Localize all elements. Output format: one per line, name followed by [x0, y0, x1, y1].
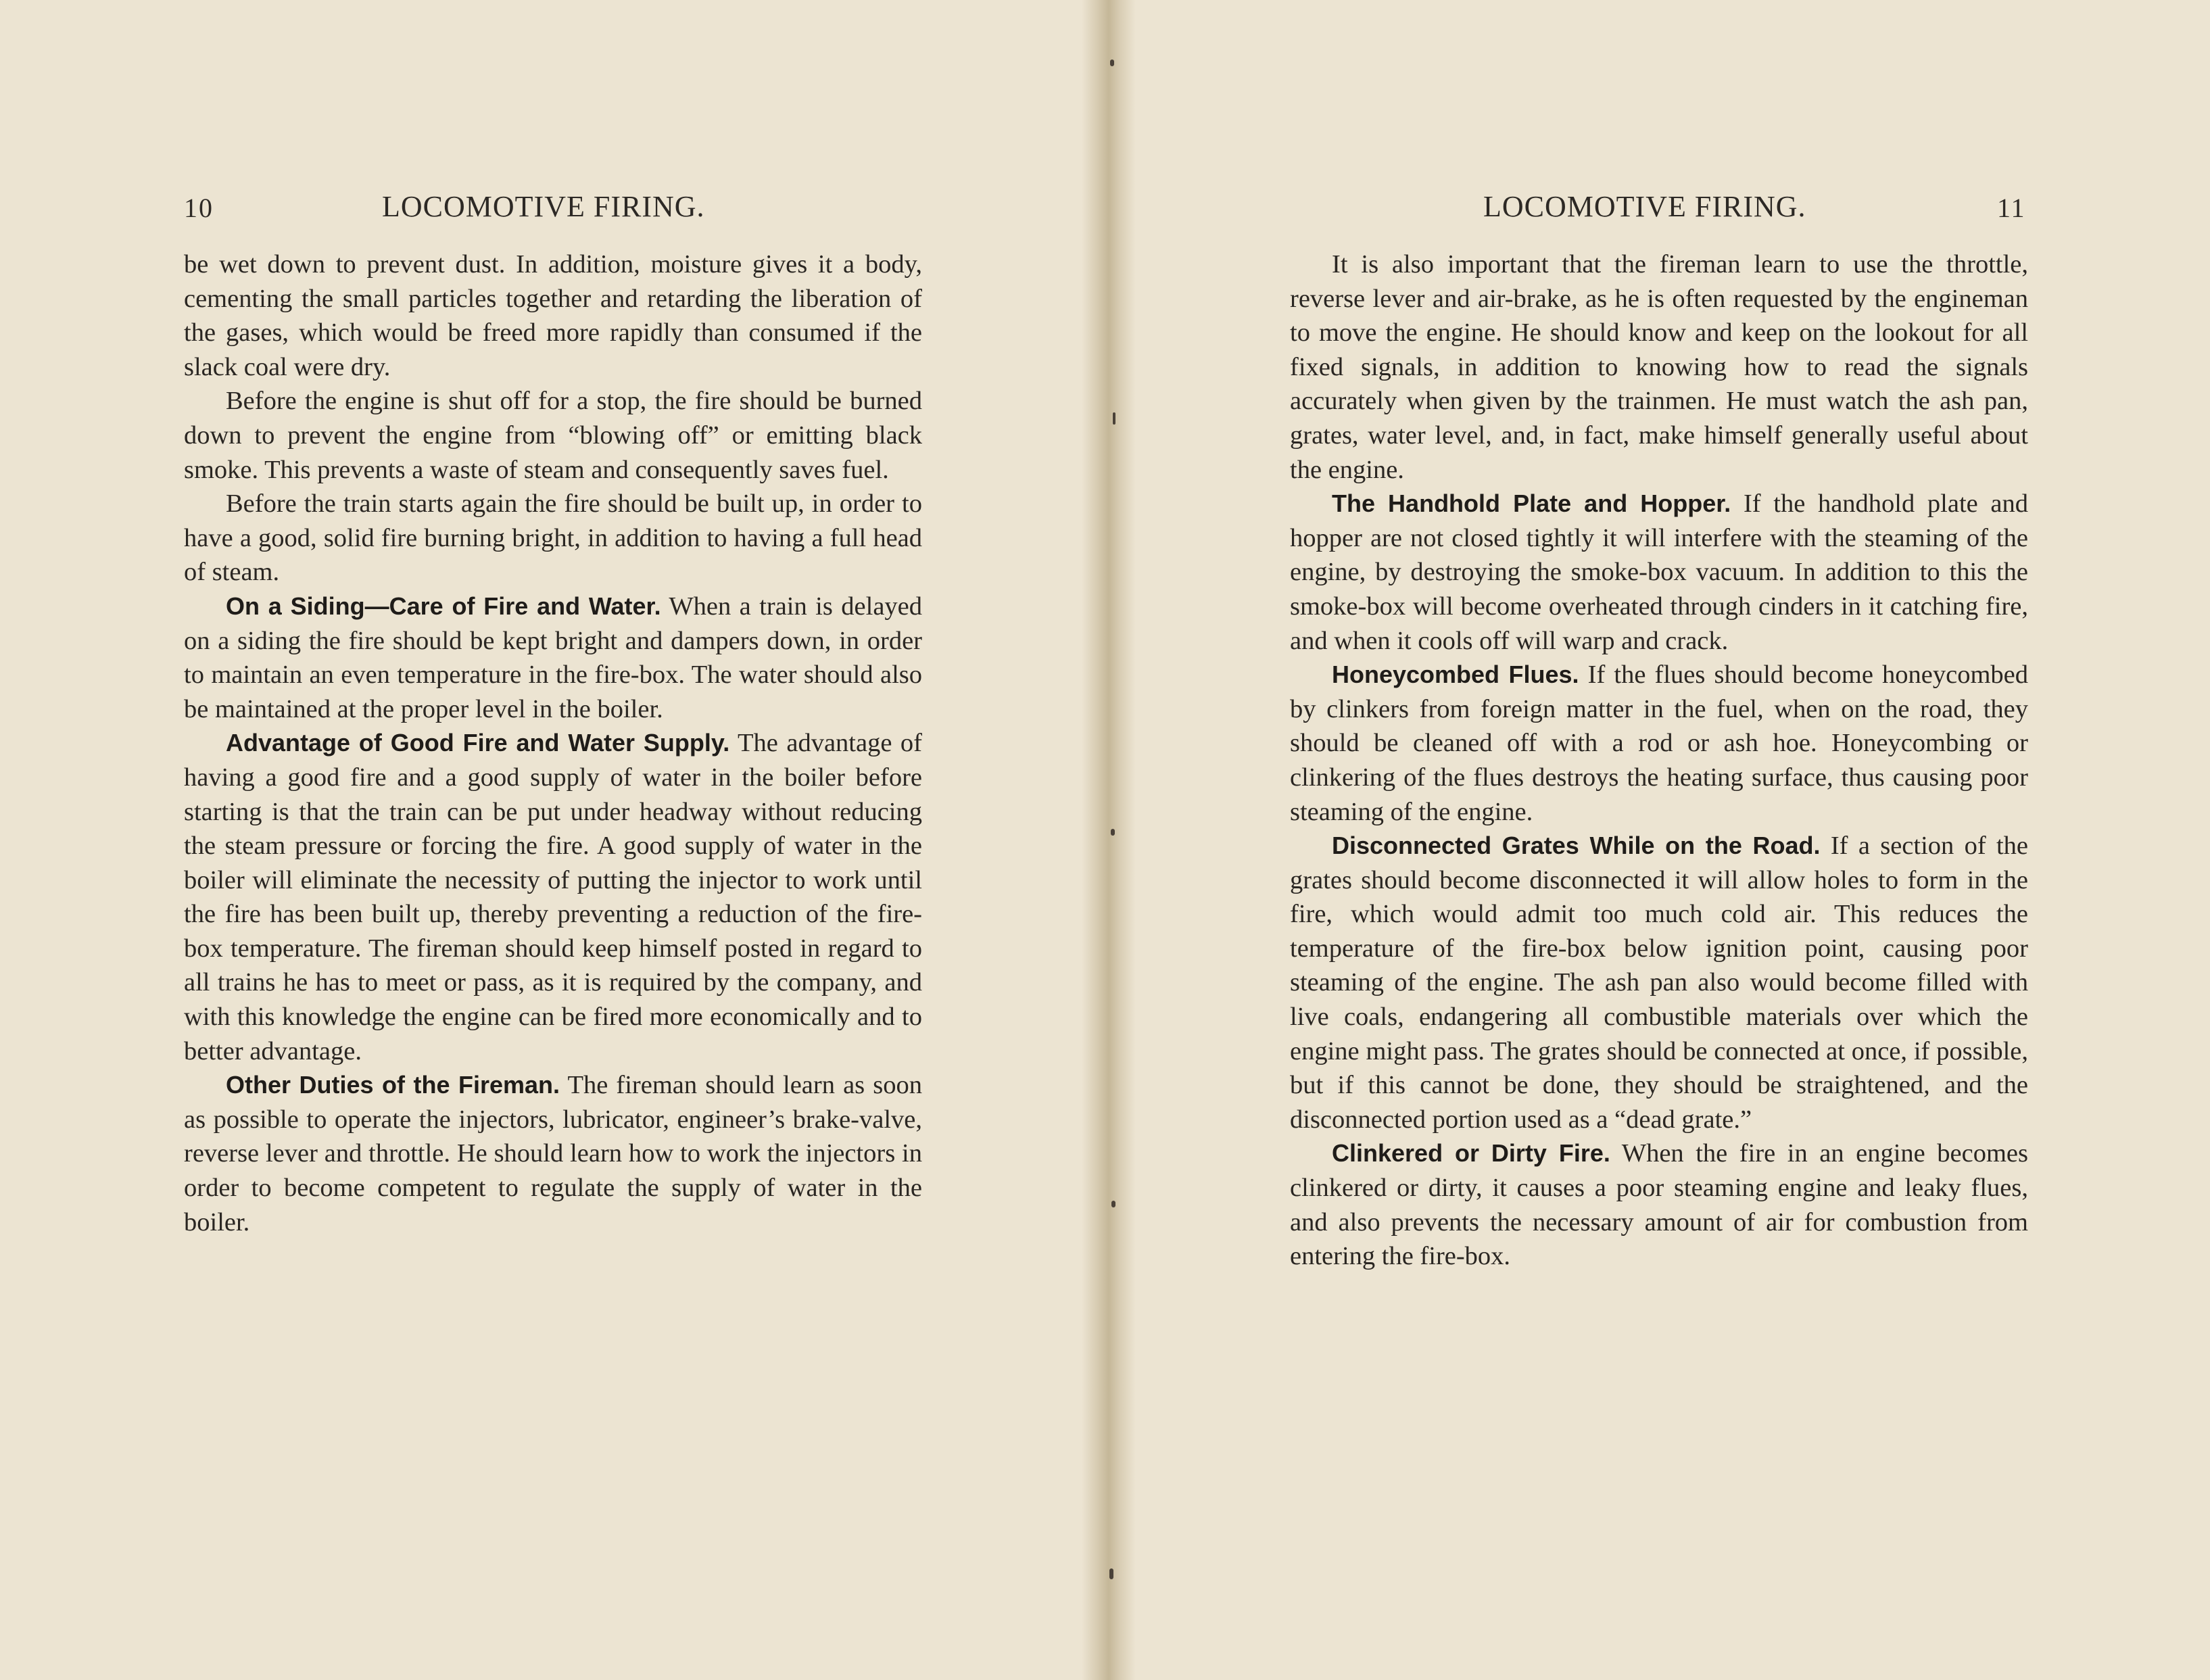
left-running-head: LOCOMOTIVE FIRING. [382, 190, 705, 223]
left-page-body [184, 247, 922, 1239]
section-heading: Honeycombed Flues. [1332, 661, 1579, 689]
paragraph-text: The fireman should learn as soon as possible to operate the injectors, lubricator, engineer’s brake-valve, reverse lever and throttle. He should learn how to work the injectors in order to become competent to regulate the supply of water in the boiler. [184, 1071, 922, 1237]
section-heading: On a Siding—Care of Fire and Water. [226, 592, 661, 620]
section-heading: Other Duties of the Fireman. [226, 1071, 560, 1099]
paragraph [1290, 829, 2028, 1136]
right-page-body [1290, 247, 2028, 1274]
paragraph [1290, 658, 2028, 829]
paragraph-text: It is also important that the fireman learn to use the throttle, reverse lever and air-brake, as he is often requested by the engineman to move the engine. He should know and keep on the lookout for all fixed signals, in addition to knowing how to read the signals accurately when given by the trainmen. He must watch the ash pan, grates, water level, and, in fact, make himself generally useful about the engine. [1290, 250, 2028, 484]
paragraph-text: Before the train starts again the fire should be built up, in order to have a good, solid fire burning bright, in addition to having a full head of steam. [184, 489, 922, 587]
paragraph-text: If the flues should become honeycombed by clinkers from foreign matter in the fuel, when on the road, they should be cleaned off with a rod or ash hoe. Honeycombing or clinkering of the flues destroys the heating surface, thus causing poor steaming of the engine. [1290, 661, 2029, 826]
paragraph-text: The advantage of having a good fire and a good supply of water in the boiler before starting is that the train can be put under headway without reducing the steam pressure or forcing the fire. A good supply of water in the boiler will eliminate the necessity of putting the injector to work until the fire has been built up, thereby preventing a reduction of the fire-box temperature. The fireman should keep himself posted in regard to all trains he has to meet or pass, as it is required by the company, and with this knowledge the engine can be fired more economically and to better advantage. [184, 729, 922, 1065]
paragraph [184, 1068, 922, 1239]
left-page [0, 0, 1102, 1680]
paragraph-text: When the fire in an engine becomes clinkered or dirty, it causes a poor steaming engine and leaky flues, and also prevents the necessary amount of air for combustion from entering the fire-box. [1290, 1139, 2028, 1271]
paragraph-text: If the handhold plate and hopper are not closed tightly it will interfere with the steaming of the engine, by destroying the smoke-box vacuum. In addition to this the smoke-box will become overheated through cinders in it catching fire, and when it cools off will warp and crack. [1290, 489, 2029, 655]
paragraph-text: If a section of the grates should become disconnected it will allow holes to form in the fire, which would admit too much cold air. This reduces the temperature of the fire-box below ignition point, causing poor steaming of the engine. The ash pan also would become filled with live coals, endangering all combustible materials over which the engine might pass. The grates should be connected at once, if possible, but if this cannot be done, they should be straightened, and the disconnected portion used as a “dead grate.” [1290, 832, 2028, 1134]
paragraph [184, 726, 922, 1068]
paragraph [1290, 487, 2028, 658]
paragraph-text: Before the engine is shut off for a stop, the fire should be burned down to prevent the engine from “blowing off” or emitting black smoke. This prevents a waste of steam and consequently saves fuel. [184, 387, 922, 484]
paragraph [184, 487, 922, 590]
paragraph [1290, 1136, 2028, 1273]
right-running-head: LOCOMOTIVE FIRING. [1483, 190, 1806, 223]
section-heading: Advantage of Good Fire and Water Supply. [226, 729, 730, 757]
section-heading: The Handhold Plate and Hopper. [1332, 489, 1731, 518]
section-heading: Disconnected Grates While on the Road. [1332, 832, 1821, 860]
paragraph [184, 247, 922, 384]
left-page-number: 10 [184, 193, 214, 223]
right-page-number: 11 [1997, 193, 2026, 223]
paragraph [1290, 247, 2028, 487]
paragraph [184, 590, 922, 726]
paragraph-text: When a train is delayed on a siding the fire should be kept bright and dampers down, in order to maintain an even temperature in the fire-box. The water should also be maintained at the proper level in the boiler. [184, 592, 922, 723]
section-heading: Clinkered or Dirty Fire. [1332, 1139, 1610, 1168]
paragraph-text: be wet down to prevent dust. In addition, moisture gives it a body, cementing the small particles together and retarding the liberation of the gases, which would be freed more rapidly than consumed if the slack coal were dry. [184, 250, 922, 381]
right-page [1109, 0, 2210, 1680]
paragraph [184, 384, 922, 487]
